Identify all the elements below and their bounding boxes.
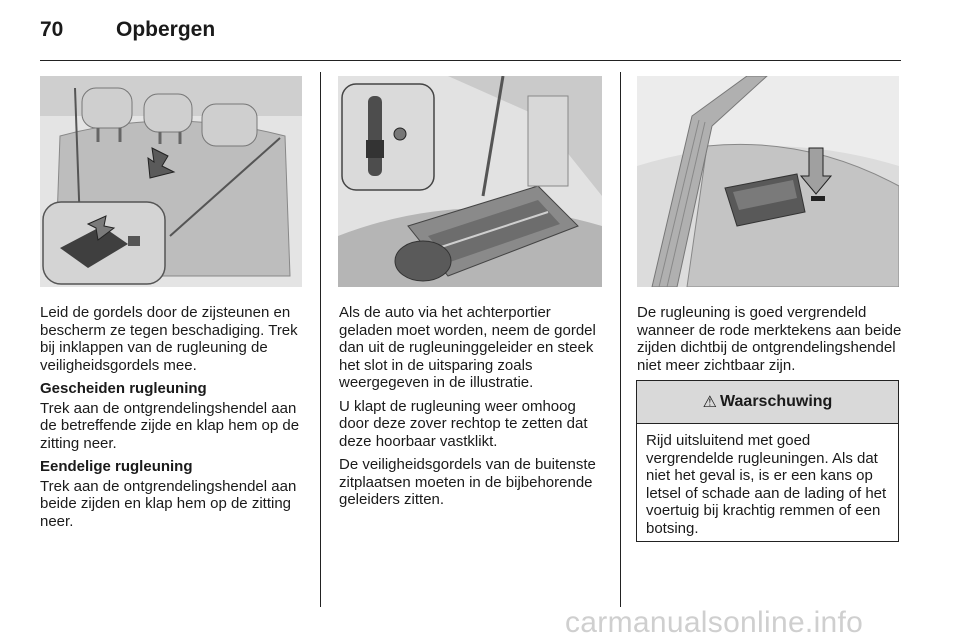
seat-belt-guides-paragraph: De veiligheidsgordels van de buitenste zitplaatsen moeten in de bijbehorende geleiders zitten.: [339, 456, 596, 508]
belt-latch-recess-figure: [338, 76, 602, 287]
column-2-text: [339, 304, 607, 515]
warning-header: [637, 381, 898, 424]
warning-title: Waarschuwing: [720, 393, 833, 410]
single-backrest-text: Trek aan de ontgrendelingshendel aan beide zijden en klap hem op de zitting neer.: [40, 477, 297, 530]
seat-release-marker-figure: [637, 76, 899, 287]
fold-up-paragraph: U klapt de rugleuning weer omhoog door deze zover rechtop te zetten dat deze hoorbaar vastklikt.: [339, 397, 588, 450]
section-title: Opbergen: [116, 18, 216, 41]
warning-text: Rijd uitsluitend met goed vergrendelde rugleuningen. Als dat niet het geval is, is er een kans op letsel of schade aan de lading of het voertuig bij krachtig remmen of een botsing.: [646, 432, 887, 537]
page-header: [40, 18, 920, 48]
rear-seat-belts-figure: [40, 76, 302, 287]
warning-box: [636, 380, 899, 542]
header-divider: [40, 60, 901, 61]
intro-paragraph: Leid de gordels door de zijsteunen en bescherm ze tegen beschadiging. Trek bij inklappen van de rugleuning de veiligheidsgordels mee.: [40, 304, 298, 374]
single-backrest-heading: Eendelige rugleuning: [40, 458, 193, 475]
page-number: 70: [40, 18, 64, 41]
split-backrest-heading: Gescheiden rugleuning: [40, 380, 207, 397]
column-divider-2: [620, 72, 621, 607]
watermark: carmanualsonline.info: [565, 606, 864, 639]
locked-indicator-paragraph: De rugleuning is goed vergrendeld wanneer de rode merktekens aan beide zijden dichtbij de ontgrendelingshendel niet meer zichtbaar zijn.: [637, 304, 902, 374]
column-1-text: [40, 304, 310, 536]
column-3-text: [637, 304, 905, 380]
rear-loading-paragraph: Als de auto via het achterportier geladen moet worden, neem de gordel dan uit de rugleuninggeleider en steek het slot in de uitsparing zoals weergegeven in de illustratie.: [339, 304, 596, 391]
split-backrest-text: Trek aan de ontgrendelingshendel aan de betreffende zijde en klap hem op de zitting neer.: [40, 399, 300, 452]
warning-triangle-icon: ⚠: [702, 394, 718, 411]
column-divider-1: [320, 72, 321, 607]
